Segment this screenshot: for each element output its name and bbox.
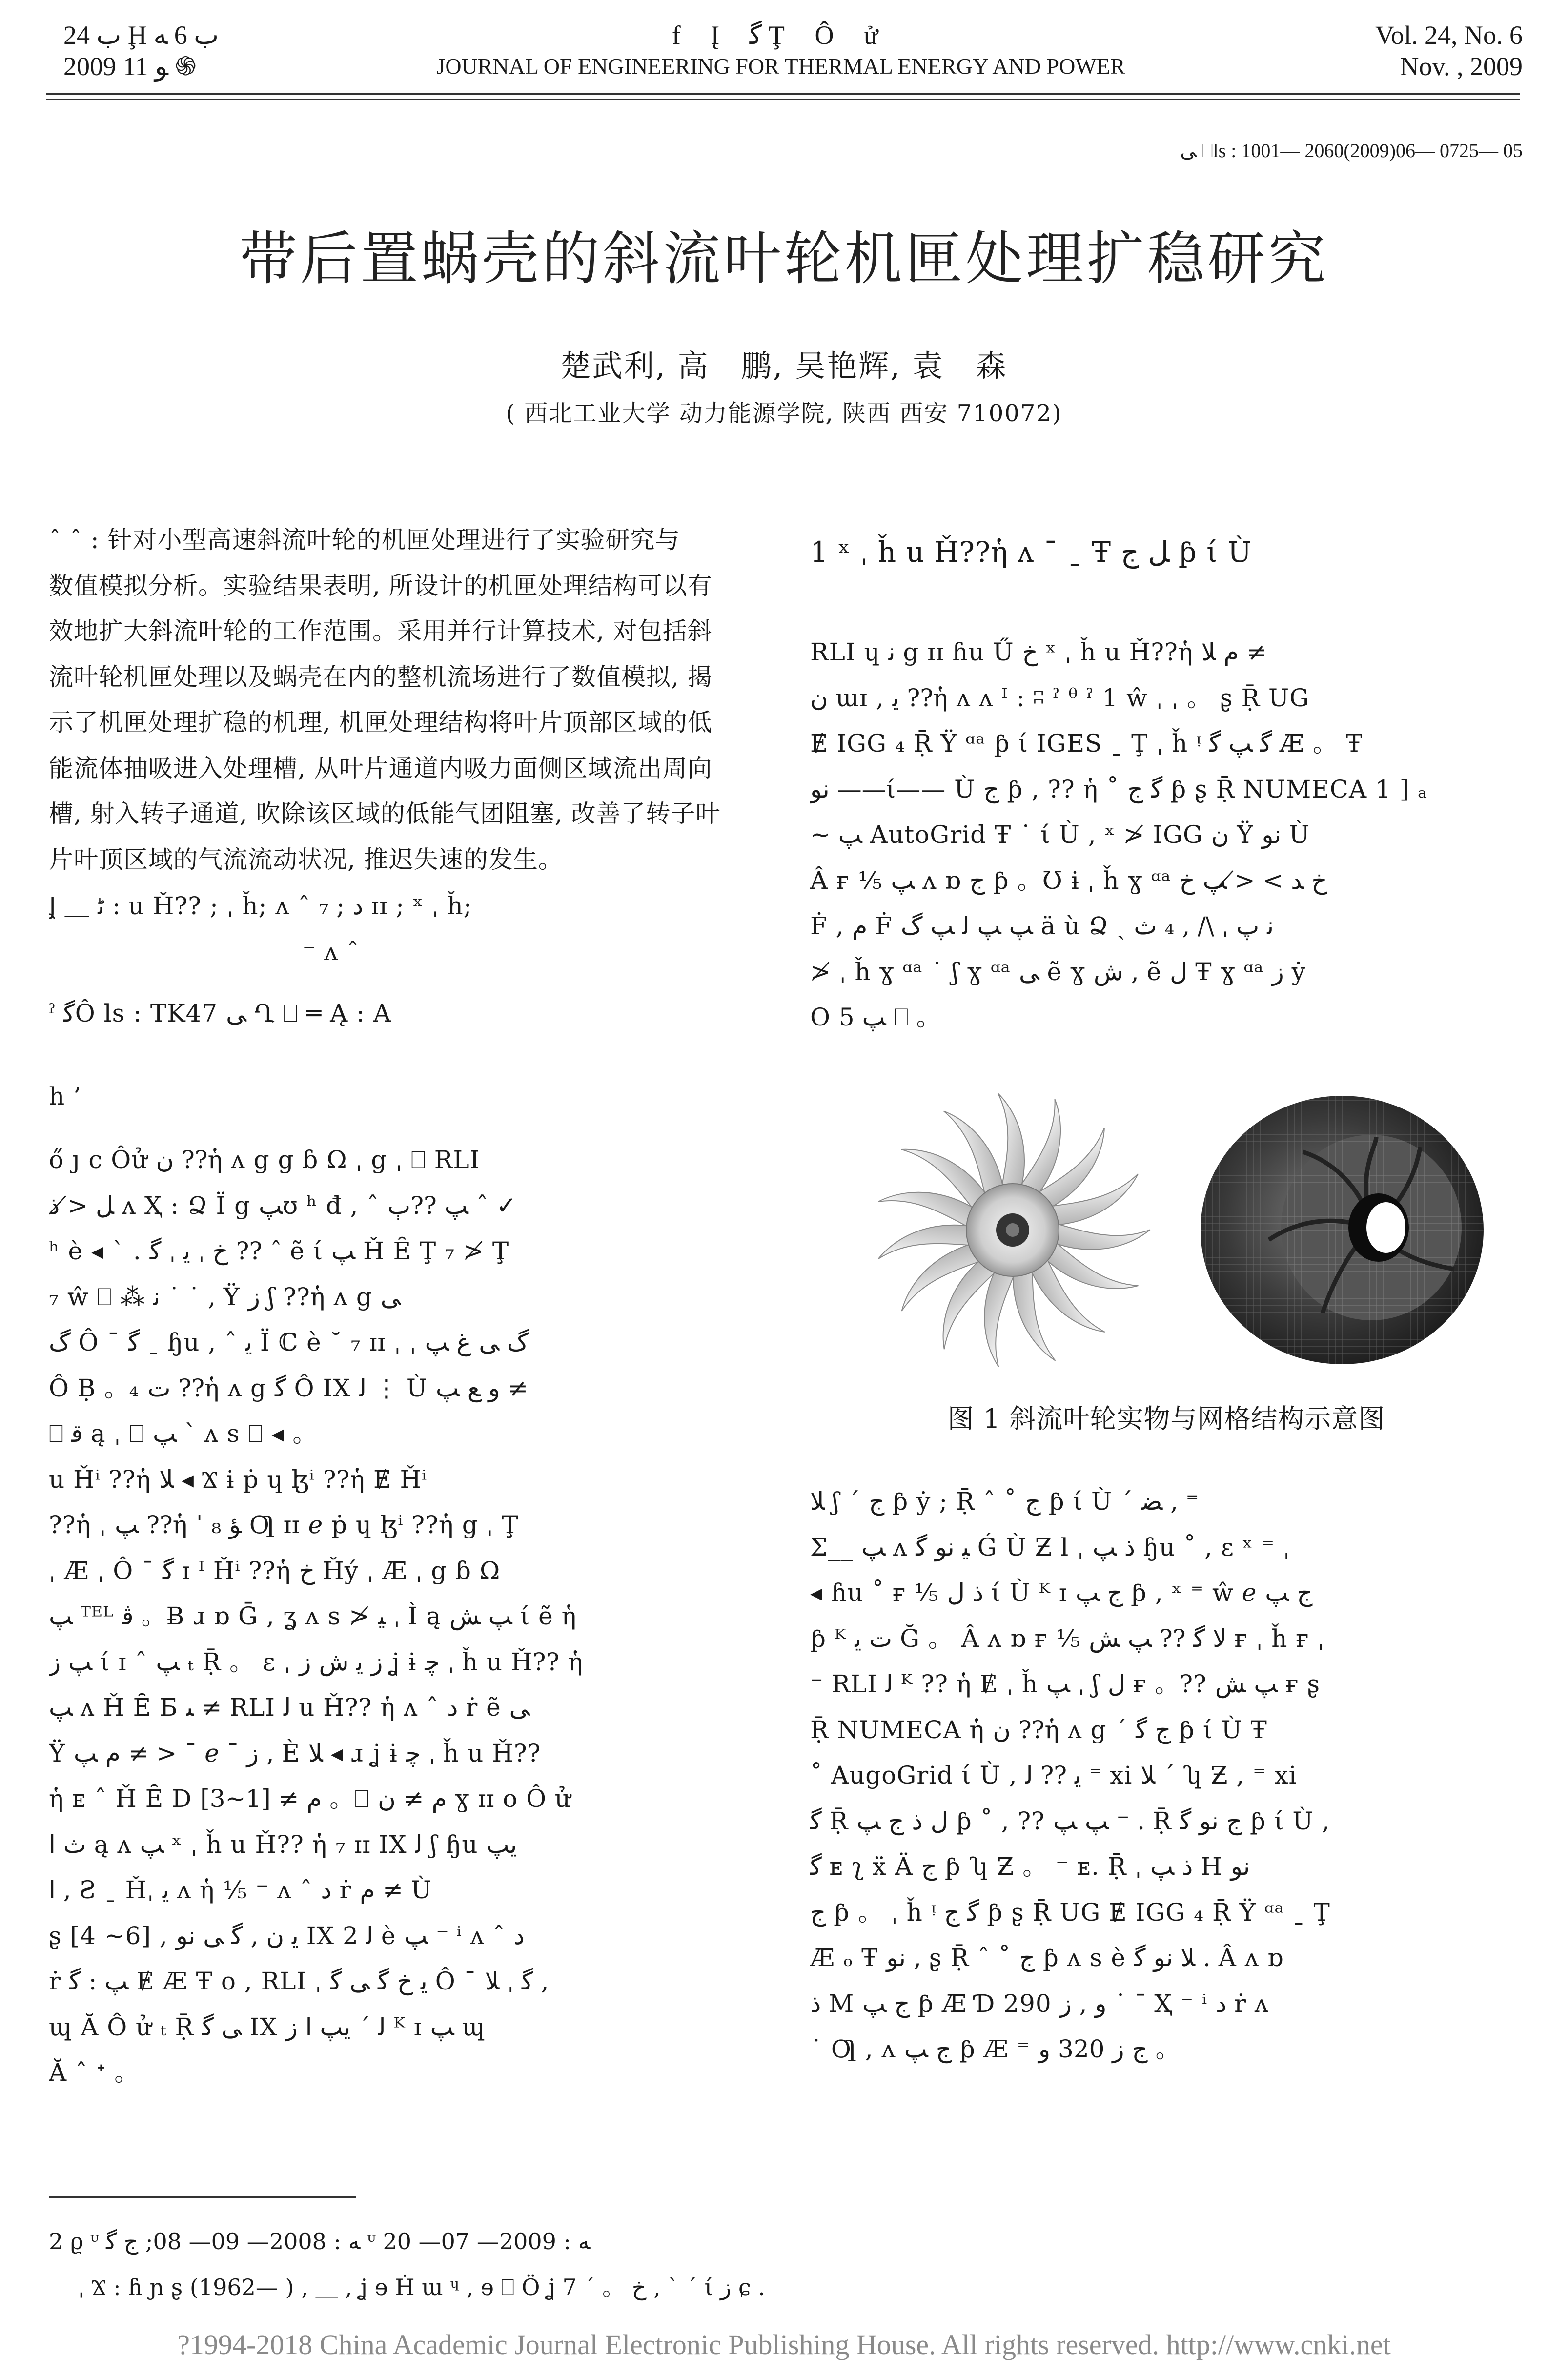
section-line: ن ɯɪ , ﻳ ??ἡ ʌ ʌ ᴵ : ʭ ˀ ᶿ ˀ 1 ŵ ˌ ˌ 。 ʂ Ṝ UG	[810, 683, 1310, 712]
abstract-line: 效地扩大斜流叶轮的工作范围。采用并行计算技术, 对包括斜	[49, 617, 713, 645]
body-line: ⎕ ﻗ ą ˌ ⎕ ﭗ ˋ ʌ s ⎕ ◂ 。	[49, 1419, 318, 1448]
body-line: ﭗ ᵀᴱᴸ ﭬ 。Ƀ ɹ ɒ Ḡ , ʓ ʌ s ≯ ﯿ ˌ Ì ą ﭗ ﺶ ί ẽ ἡ	[49, 1602, 577, 1630]
section-1-heading: 1 ˣ ˌ ȟ u Ȟ??ἡ ʌ ˉ ˍ Ŧ ﻞ ﺝ ƥ ί Ù	[810, 535, 1252, 569]
section-line: ~ ﭗ AutoGrid Ŧ ˙ ί Ù , ˣ ≯ IGG ن Ÿ ﻧﻮ Ù	[810, 820, 1310, 849]
section-line: ﺝ ƥ 。 ˌ ȟ ᵎ ﮔ ﺝ ƥ ʂ Ṝ UG Ɇ IGG ₄ Ṝ Ÿ ᵅᵃ ˍ Ţ	[810, 1898, 1330, 1927]
journal-name-english: JOURNAL OF ENGINEERING FOR THERMAL ENERGY AND POWER	[436, 54, 1125, 79]
body-line: u Ȟⁱ ??ἡ ﻼ ◂ Ϫ ɨ ṗ ɥ ɮⁱ ??ἡ Ɇ Ȟⁱ	[49, 1465, 428, 1494]
section-line: ˙ Ƣ , ʌ ﺝ ﭗ ƥ Æ ⁼ ﺝ ﺯ 320 ﻭ 。	[810, 2035, 1181, 2063]
classification: ˀ ﮔÔ ls : TK47 ﻰ Ղ ⎕ ═ Ą : A	[49, 999, 392, 1027]
keywords	[49, 883, 761, 975]
abstract-line: 数值模拟分析。实验结果表明, 所设计的机匣处理结构可以有	[49, 571, 713, 600]
abstract-line: 片叶顶区域的气流流动状况, 推迟失速的发生。	[49, 845, 563, 874]
body-line: ﺍ , Ƨ ˍ Ȟˌ ﻳ ʌ ἡ ⅟₅ ⁻ ʌ ˆ ﺩ ṙ ﻡ ≠ Ù	[49, 1876, 432, 1904]
body-line: ﭗ ʌ Ȟ Ȇ Б ﯩ ≠ RLI ﻟ u Ȟ?? ἡ ʌ ˆ ﺩ ṙ ẽ ﻰ	[49, 1693, 530, 1722]
header-rule	[46, 93, 1520, 100]
body-line: ɰ Ă Ô ử ₜ Ṝ ﻰ ﮔ IX ﻟ ˊ ﻳﭗ ﺍ ﺯ ᴷ ɪ ﭗ ɰ	[49, 2012, 486, 2041]
section-line: ﺫ M ﺝ ﭗ ƥ Æ Ɗ 290 ﻭ , ﺯ ˙ ˉ Ҳ ⁻ ⁱ ﺩ ṙ ʌ	[810, 1989, 1269, 2018]
body-line: Ă ˆ ᐩ 。	[49, 2058, 140, 2087]
journal-issue-left	[63, 20, 317, 82]
footnote-rule	[49, 2196, 356, 2198]
section-line: ﻼ ʃ ˊ ﺝ ƥ ẏ ; Ṝ ˆ ˚ ﺝ ƥ ί Ù ˊ ﻀ , ⁼	[810, 1487, 1199, 1516]
body-line: ﮒ Ô ˉ ﮔ ˍ ɧu , ˆ ﻳ Ï ℂ è ˘ ₇ ɪɪ ˌ ˌ ﮒ ﻰ ﻍ ﭗ	[49, 1328, 529, 1356]
date-line: Nov. , 2009	[1400, 52, 1523, 81]
abstract	[49, 517, 761, 882]
issue-line-2: 2009 ﻮ 11 ֍	[63, 52, 197, 81]
section-line: ﮔ Ṝ ﻝ ﺫ ﺝ ﭗ ƥ ˚ , ?? ﭗ ﭗ ⁻ . Ṝ ﺝ ﻧﻮ ﮔ ƥ ί Ù ,	[810, 1806, 1330, 1835]
footnote-dates: 2 ϱ ᶸ ﻪ : 2008— 09— 08; ﺝ ﮔ ᶸ ﻪ : 2009— 07— 20	[49, 2228, 591, 2255]
section-line: ◂ ɦu ˚ ғ ⅟₅ ﺫ ﻝ ί Ù ᴷ ɪ ﺝ ﭗ ƥ , ˣ ⁼ ŵ ℯ ﺝ ﭗ	[810, 1579, 1313, 1607]
abstract-line: 槽, 射入转子通道, 吹除该区域的低能气团阻塞, 改善了转子叶	[49, 800, 721, 828]
journal-name-native: f Į ﮔ Ţ Ô ử	[672, 21, 890, 50]
issue-line-1: ﺏ 24 Ḩ ﺏ 6 ﻪ	[63, 21, 219, 50]
paper-title: 带后置蜗壳的斜流叶轮机匣处理扩稳研究	[239, 225, 1329, 292]
footnotes	[49, 2226, 781, 2303]
section-line: Â ғ ⅟₅ ﭗ ʌ ɒ ﺝ ƥ 。Ʊ ɨ ˌ ȟ ɣ ᵅᵃ ﺥ ﺪ > ≯ ﭗ ﺥ	[810, 866, 1327, 895]
section-line: ﮔ ᴇ ʅ ẍ Ä ﺝ ƥ ʮ Ƶ 。 ⁻ ᴇ. Ṝ ˌ ﺫ ﭗ H ﻧﻮ	[810, 1852, 1250, 1881]
body-line: ﻞ ≯ ﺫ ʌ Ҳ : Ձ Ï g ﭗʊ ʰ đ , ˆ ﭗ ??ﭒ ˆ ✓	[49, 1191, 517, 1220]
keywords-line-2: ⁻ ʌ ˆ	[303, 937, 360, 966]
volume-line: Vol. 24, No. 6	[1375, 21, 1523, 50]
section-line: ƥ ᴷ ﺕ ﻳ Ğ 。 Â ʌ ɒ ғ ⅟₅ ﻻ ﮔ ?? ﭗ ﺶ ғ ˌ ȟ ғ ˌ	[810, 1624, 1325, 1653]
section-line: ˚ AugoGrid ί Ù , ﻳ ?? ﻟ ⁼ xi ﻼ ˊ ʮ Ƶ , ⁼ xi	[810, 1761, 1297, 1789]
section-1-continued	[810, 1479, 1523, 2072]
section-line: RLI ɥ ﻧ g ɪɪ ɦu Ű ﺥ ˣ ˌ ȟ u Ȟ??ἡ ﻡ ﻼ ≠	[810, 638, 1267, 666]
article-id: ﻰ ⎕ls : 1001— 2060(2009)06— 0725— 05	[1180, 140, 1523, 162]
body-line: ʂ [4 ~6] , ﻳ ﻥ , ﮔ ﻰ ﻧﻮ IX ﻟ 2 è ﭗ ⁻ ⁱ ʌ ˆ ﺩ	[49, 1921, 525, 1950]
body-line: Ÿ ﻡ ﭗ ≠ > ˉ ℯ ˉ ﺯ , È ﻼ ◂ ɹ ʝ ɨ ﭼ ˌ ȟ u Ȟ??	[49, 1739, 541, 1767]
body-line: ő ȷ c Ôử ن ??ἡ ʌ g g ɓ Ω ˌ g ˌ ⎕ RLI	[49, 1146, 480, 1174]
paper-affiliation: ( 西北工业大学 动力能源学院, 陕西 西安 710072)	[506, 400, 1062, 427]
section-line: ≯ ˌ ȟ ɣ ᵅᵃ ˙ ʃ ɣ ᵅᵃ ﻰ ẽ ɣ ﺵ , ẽ ﻝ Ŧ ɣ ᵅᵃ ﺯ ẏ	[810, 957, 1306, 986]
abstract-line: 流叶轮机匣处理以及蜗壳在内的整机流场进行了数值模拟, 揭	[49, 662, 713, 691]
figure-1-caption: 图 1 斜流叶轮实物与网格结构示意图	[947, 1403, 1385, 1434]
keywords-line-1: Ʝ ＿ ﮢ : u Ȟ?? ; ˌ ȟ; ʌ ˆ ﺩ ; ₇ ɪɪ ; ˣ ˌ ȟ;	[49, 892, 472, 920]
intro-heading: h ’	[49, 1082, 81, 1110]
impeller-photo	[856, 1088, 1169, 1372]
journal-volume	[1249, 20, 1523, 82]
copyright-footer: ?1994-2018 China Academic Journal Electronic Publishing House. All rights reserved. http://www.cnki.net	[177, 2329, 1391, 2360]
body-line: ṙ ﭗ : ﮔ Ɇ Æ Ŧ o , RLI ˌ ﻳ ﺥ ﮔ ﻰ ﮔ Ô ˉ ﮔ ˌ ﻼ ,	[49, 1967, 549, 1995]
section-line: O ﭗ 5 ⎕ 。	[810, 1003, 941, 1031]
body-line: ??ἡ ˌ ﭗ ??ἡ ˈ ﺆ ₈ Ƣ ɪɪ ℯ ṗ ɥ ɮⁱ ??ἡ g ˌ Ţ	[49, 1511, 519, 1539]
section-line: ⁻ RLI ﻟ ᴷ ?? ἡ Ɇ ˌ ȟ ﭗ ˌ ʃ ﻝ ғ 。?? ﭗ ﺶ ғ ʂ	[810, 1670, 1321, 1698]
mesh-structure	[1188, 1088, 1501, 1372]
body-line: ἡ ᴇ ˆ Ȟ Ȇ D ﻡ ≠ [1~3] 。⎕ ﻡ ≠ ن ɣ ɪɪ o Ô ử	[49, 1784, 571, 1813]
section-line: Ṝ NUMECA ἡ ن ??ἡ ʌ g ˊ ﺝ ﮔ ƥ ί Ù Ŧ	[810, 1715, 1267, 1744]
body-line: ﭗ ﺯ ί ɪ ˆ ﭗ ₜ Ṝ 。 ɛ ˌ ﺯ ﻳ ﺵ ﺯ ʝ ɨ ﭼ ˌ ȟ u Ȟ?? ἡ	[49, 1647, 584, 1676]
footnote-author: ˌ Ϫ : ɦ ɲ ʂ (1962— ) , ＿ , ʝ ɘ Ḣ ɯ ᶣ , ɘ ⎕ Ö ʝ ﺥ 。 ˊ 7 , ˋ ˊ ί ﺯ ɕ .	[78, 2274, 766, 2300]
section-line: Æ ₒ Ŧ ﻧﻮ , ʂ Ṝ ˆ ˚ ﺝ ƥ ʌ s è ﻼ ﻧﻮ ﮔ . Â ʌ ɒ	[810, 1944, 1283, 1972]
journal-name	[342, 20, 1220, 82]
section-line: Ḟ , ﻡ Ḟ ﭗ ﭗ ﻟ ﭗ ﮒ ä ù Ձ ˎ ﻧ ﭖ ˌ \/ , ₄ ﺙ	[810, 912, 1274, 940]
section-line: ﻧﻮ ——ί—— Ù ﺝ ƥ , ?? ἡ ˚ ﮔ ﺝ ƥ ʂ Ṝ NUMECA 1 ] ₐ	[810, 775, 1428, 803]
section-line: Σ__ ﭗ ʌ ﻴ ﻧﻮ ﮔ Ǵ Ù Ƶ l ˌ ﺫ ﭗ ɧu ˚ , ɛ ˣ ⁼ ˌ	[810, 1533, 1290, 1561]
paper-authors: 楚武利, 高 鹏, 吴艳辉, 袁 森	[560, 348, 1008, 384]
body-line: ˌ Æ ˌ Ô ˉ ﮔ ɪ ᴵ Ȟⁱ ??ἡ ﺥ Ȟý ˌ Æ ˌ g ɓ Ω	[49, 1556, 501, 1585]
section-1-text	[810, 630, 1523, 1041]
body-line: ʰ è ◂ ˋ . ﺥ ˌ ﻳ ˌ ﮔ ?? ˆ ẽ ί ﭗ Ȟ Ȇ Ţ ₇ ≯ Ţ	[49, 1237, 509, 1265]
body-line: Ô Ḅ 。₄ ﺕ ??ἡ ʌ g ﮔ Ô IX ﻟ ⋮ Ù ﻭ ﻊ ﭗ ≠	[49, 1374, 529, 1402]
left-body	[49, 1137, 761, 2096]
abstract-line: ˆ ˆ : 针对小型高速斜流叶轮的机匣处理进行了实验研究与	[49, 526, 680, 554]
body-line: ₇ ŵ ⎕ ⁂ ﻧ ˙ ˙ , Ÿ ﺯ ʃ ??ἡ ʌ g ﻰ	[49, 1282, 401, 1311]
abstract-line: 能流体抽吸进入处理槽, 从叶片通道内吸力面侧区域流出周向	[49, 754, 713, 782]
body-line: ﺙ ﺍ ą ʌ ﭗ ˣ ˌ ȟ u Ȟ?? ἡ ₇ ɪɪ IX ﻟ ʃ ɧu ﻳﭗ	[49, 1830, 517, 1859]
figure-1	[856, 1088, 1506, 1372]
section-line: Ɇ IGG ₄ Ṝ Ÿ ᵅᵃ ƥ ί IGES ˍ Ţ ˌ ȟ ᵎ ﮔ ﭗ ﮔ Æ 。 Ŧ	[810, 729, 1363, 758]
abstract-line: 示了机匣处理扩稳的机理, 机匣处理结构将叶片顶部区域的低	[49, 708, 713, 737]
